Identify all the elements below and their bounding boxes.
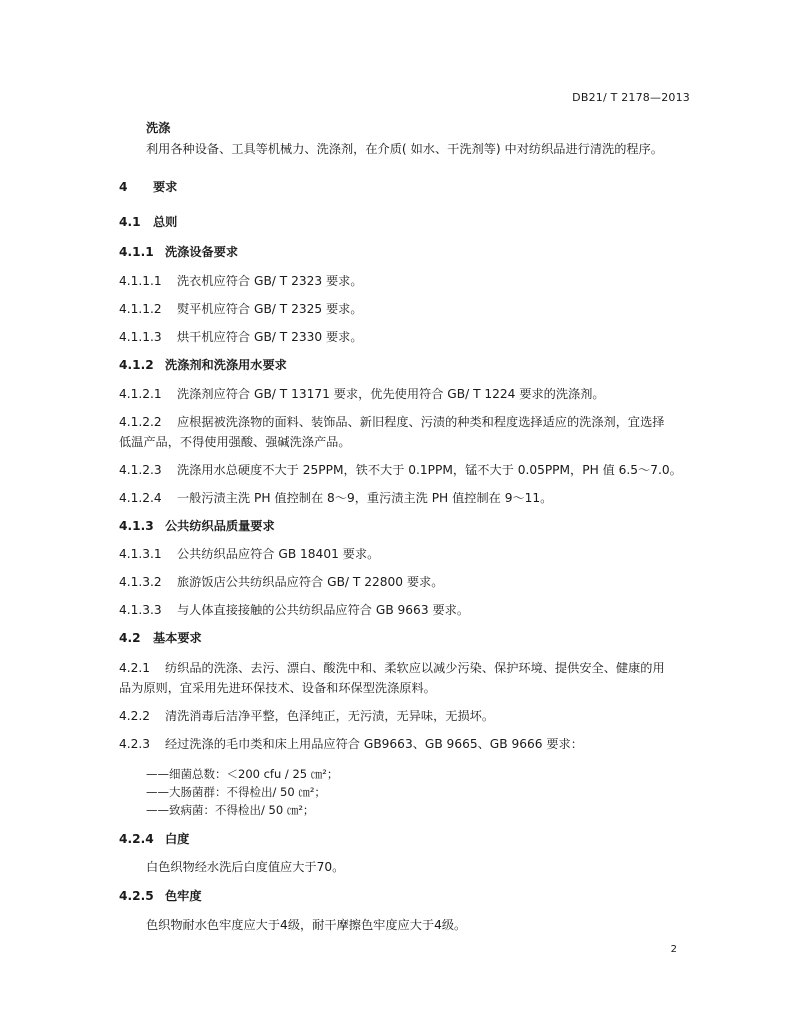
clause-text: 一般污渍主洗 PH 值控制在 8～9，重污渍主洗 PH 值控制在 9～11。: [177, 491, 553, 505]
clause-4-1-3-1: [119, 546, 379, 562]
section-number: 4.1.3: [119, 519, 154, 533]
section-number: 4: [119, 180, 128, 194]
section-number: 4.2: [119, 631, 141, 645]
section-number: 4.2.5: [119, 889, 154, 903]
clause-text: 清洗消毒后洁净平整，色泽纯正，无污渍，无异味，无损坏。: [165, 709, 495, 723]
clause-4-2-2: [119, 708, 494, 724]
clause-number: 4.1.3.1: [119, 547, 162, 561]
clause-4-1-2-1: [119, 386, 605, 402]
clause-number: 4.1.1.2: [119, 302, 162, 316]
clause-number: 4.2.3: [119, 737, 151, 751]
section-4-2-4: [119, 831, 189, 847]
list-item: ——大肠菌群：不得检出/ 50 ㎝²；: [146, 785, 326, 799]
clause-text: 经过洗涤的毛巾类和床上用品应符合 GB9663、GB 9665、GB 9666 要求：: [165, 737, 583, 751]
clause-text: 应根据被洗涤物的面料、装饰品、新旧程度、污渍的种类和程度选择适应的洗涤剂，宜选择: [177, 415, 665, 429]
clause-number: 4.1.3.3: [119, 603, 162, 617]
clause-number: 4.1.1.1: [119, 274, 162, 288]
clause-text: 与人体直接接触的公共纺织品应符合 GB 9663 要求。: [177, 603, 470, 617]
clause-4-1-3-3: [119, 602, 469, 618]
section-number: 4.1: [119, 215, 141, 229]
clause-number: 4.1.3.2: [119, 575, 162, 589]
section-4-2: [119, 630, 202, 646]
clause-4-1-2-3: [119, 462, 682, 478]
whiteness-text: 白色织物经水洗后白度值应大于70。: [146, 860, 345, 874]
clause-text: 烘干机应符合 GB/ T 2330 要求。: [177, 330, 363, 344]
clause-4-1-2-2: [119, 414, 665, 430]
section-number: 4.1.2: [119, 358, 154, 372]
clause-number: 4.1.2.1: [119, 387, 162, 401]
section-title: 要求: [153, 180, 178, 194]
clause-text: 纺织品的洗涤、去污、漂白、酸洗中和、柔软应以减少污染、保护环境、提供安全、健康的用: [165, 661, 665, 675]
section-title: 基本要求: [153, 631, 202, 645]
clause-4-1-1-1: [119, 273, 363, 289]
clause-text: 熨平机应符合 GB/ T 2325 要求。: [177, 302, 363, 316]
section-title: 洗涤设备要求: [165, 245, 239, 259]
clause-4-1-2-2-continued: 低温产品，不得使用强酸、强碱洗涤产品。: [119, 435, 351, 449]
clause-text: 洗涤剂应符合 GB/ T 13171 要求，优先使用符合 GB/ T 1224 要求的洗涤剂。: [177, 387, 605, 401]
list-item: ——致病菌：不得检出/ 50 ㎝²；: [146, 803, 315, 817]
section-number: 4.2.4: [119, 832, 154, 846]
clause-4-1-1-2: [119, 301, 363, 317]
section-4-2-5: [119, 888, 202, 904]
colorfastness-text: 色织物耐水色牢度应大于4级，耐干摩擦色牢度应大于4级。: [146, 918, 467, 932]
clause-number: 4.1.2.3: [119, 463, 162, 477]
clause-number: 4.1.2.4: [119, 491, 162, 505]
section-title: 色牢度: [165, 889, 202, 903]
clause-text: 旅游饭店公共纺织品应符合 GB/ T 22800 要求。: [177, 575, 444, 589]
clause-4-2-1: [119, 660, 665, 676]
section-4-1-1: [119, 244, 238, 260]
clause-number: 4.1.2.2: [119, 415, 162, 429]
section-4: [119, 179, 177, 195]
section-4-1-3: [119, 518, 275, 534]
page-number: 2: [670, 944, 677, 955]
standard-code: DB21/ T 2178—2013: [572, 91, 690, 104]
list-item: ——细菌总数：＜200 cfu / 25 ㎝²；: [146, 767, 339, 781]
term-definition: 利用各种设备、工具等机械力、洗涤剂，在介质( 如水、干洗剂等) 中对纺织品进行清洗的程序。: [146, 142, 663, 156]
section-title: 总则: [153, 215, 178, 229]
section-title: 白度: [165, 832, 190, 846]
clause-number: 4.2.2: [119, 709, 151, 723]
section-title: 洗涤剂和洗涤用水要求: [165, 358, 287, 372]
clause-number: 4.2.1: [119, 661, 151, 675]
section-4-1: [119, 214, 177, 230]
term-title: 洗涤: [146, 121, 171, 135]
clause-number: 4.1.1.3: [119, 330, 162, 344]
clause-4-1-3-2: [119, 574, 443, 590]
section-number: 4.1.1: [119, 245, 154, 259]
section-4-1-2: [119, 357, 287, 373]
clause-4-1-2-4: [119, 490, 552, 506]
clause-text: 公共纺织品应符合 GB 18401 要求。: [177, 547, 380, 561]
clause-4-1-1-3: [119, 329, 363, 345]
clause-4-2-3: [119, 736, 583, 752]
section-title: 公共纺织品质量要求: [165, 519, 275, 533]
clause-4-2-1-continued: 品为原则，宜采用先进环保技术、设备和环保型洗涤原料。: [119, 681, 436, 695]
clause-text: 洗衣机应符合 GB/ T 2323 要求。: [177, 274, 363, 288]
clause-text: 洗涤用水总硬度不大于 25PPM，铁不大于 0.1PPM，锰不大于 0.05PPM，PH 值 6.5～7.0。: [177, 463, 682, 477]
